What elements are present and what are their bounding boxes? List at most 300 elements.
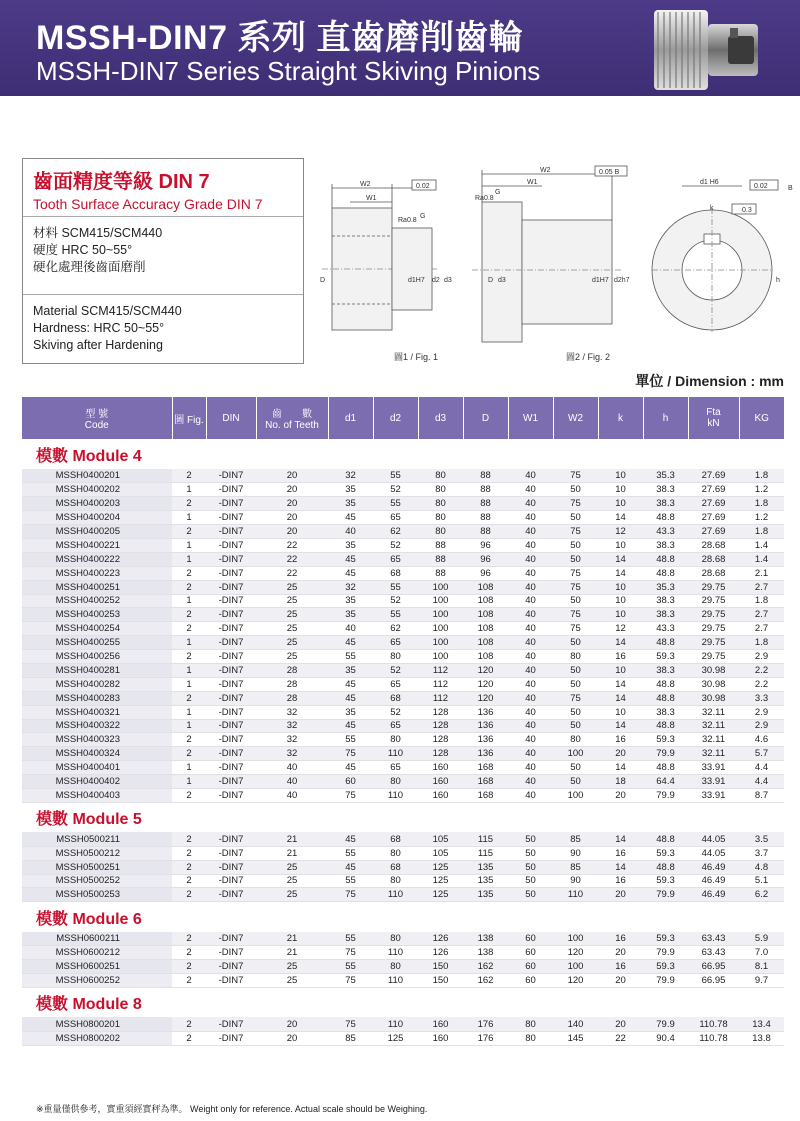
table-cell: 160 <box>418 1031 463 1045</box>
table-cell: 33.91 <box>688 788 739 802</box>
table-cell: 1.8 <box>739 525 784 539</box>
table-cell: 100 <box>553 960 598 974</box>
table-cell: 110 <box>373 946 418 960</box>
table-cell: 108 <box>463 650 508 664</box>
label-d2h7-fig2: d2h7 <box>614 277 630 284</box>
table-cell: 59.3 <box>643 846 688 860</box>
table-cell: 33.91 <box>688 775 739 789</box>
label-d3-fig1: d3 <box>444 277 452 284</box>
technical-drawings <box>312 158 792 368</box>
table-cell: 14 <box>598 719 643 733</box>
product-code-cell: MSSH0400205 <box>22 525 172 539</box>
table-cell: 14 <box>598 566 643 580</box>
spec-zh-body <box>23 217 303 295</box>
table-cell: 136 <box>463 747 508 761</box>
table-cell: 50 <box>508 832 553 846</box>
column-header <box>418 397 463 439</box>
column-header <box>508 397 553 439</box>
table-cell: 40 <box>508 497 553 511</box>
table-cell: -DIN7 <box>206 946 256 960</box>
table-cell: -DIN7 <box>206 747 256 761</box>
table-cell: 68 <box>373 832 418 846</box>
table-cell: 2 <box>172 946 206 960</box>
table-cell: 2.7 <box>739 622 784 636</box>
table-cell: 110 <box>373 1017 418 1031</box>
table-cell: 1.8 <box>739 594 784 608</box>
module-heading: 模數 Module 4 <box>36 448 142 465</box>
table-cell: 176 <box>463 1031 508 1045</box>
table-cell: 38.3 <box>643 705 688 719</box>
table-cell: 2 <box>172 566 206 580</box>
table-cell: 145 <box>553 1031 598 1045</box>
module-heading: 模數 Module 8 <box>36 996 142 1014</box>
product-code-cell: MSSH0500212 <box>22 846 172 860</box>
table-row <box>22 483 784 497</box>
table-cell: 35 <box>328 483 373 497</box>
table-cell: 5.7 <box>739 747 784 761</box>
table-cell: 85 <box>328 1031 373 1045</box>
table-cell: 38.3 <box>643 594 688 608</box>
table-cell: 2 <box>172 525 206 539</box>
table-cell: 28 <box>256 677 328 691</box>
table-cell: 125 <box>373 1031 418 1045</box>
table-row <box>22 636 784 650</box>
table-cell: 40 <box>508 663 553 677</box>
table-cell: 138 <box>463 946 508 960</box>
table-row <box>22 747 784 761</box>
fig1-caption: 圖1 / Fig. 1 <box>394 352 439 362</box>
product-code-cell: MSSH0400203 <box>22 497 172 511</box>
table-cell: 20 <box>256 469 328 483</box>
table-cell: 14 <box>598 636 643 650</box>
table-cell: 4.8 <box>739 860 784 874</box>
table-row <box>22 946 784 960</box>
table-cell: 30.98 <box>688 663 739 677</box>
column-header-label: KG <box>754 412 769 424</box>
table-cell: 110 <box>373 888 418 902</box>
table-cell: 110.78 <box>688 1031 739 1045</box>
table-cell: 40 <box>508 622 553 636</box>
product-code-cell: MSSH0600252 <box>22 974 172 988</box>
table-cell: 35.3 <box>643 580 688 594</box>
product-code-cell: MSSH0800202 <box>22 1031 172 1045</box>
table-cell: 75 <box>553 580 598 594</box>
table-row <box>22 761 784 775</box>
table-cell: -DIN7 <box>206 677 256 691</box>
table-cell: 38.3 <box>643 608 688 622</box>
table-cell: 140 <box>553 1017 598 1031</box>
label-d3-fig2: d3 <box>498 277 506 284</box>
table-cell: 55 <box>328 960 373 974</box>
table-cell: 50 <box>553 483 598 497</box>
label-d-fig1: D <box>320 277 326 284</box>
table-cell: 2.9 <box>739 705 784 719</box>
table-row <box>22 650 784 664</box>
table-row <box>22 874 784 888</box>
table-cell: 25 <box>256 974 328 988</box>
product-code-cell: MSSH0400321 <box>22 705 172 719</box>
table-cell: 168 <box>463 761 508 775</box>
table-row <box>22 719 784 733</box>
table-cell: 80 <box>418 483 463 497</box>
accuracy-title-en: Tooth Surface Accuracy Grade DIN 7 <box>33 196 263 212</box>
table-cell: 66.95 <box>688 974 739 988</box>
table-cell: 1 <box>172 511 206 525</box>
table-row <box>22 622 784 636</box>
table-cell: 50 <box>508 888 553 902</box>
table-cell: 120 <box>463 663 508 677</box>
product-code-cell: MSSH0500252 <box>22 874 172 888</box>
table-cell: 55 <box>373 580 418 594</box>
product-code-cell: MSSH0400222 <box>22 552 172 566</box>
process-zh: 硬化處理後齒面磨削 <box>33 260 146 274</box>
table-cell: 79.9 <box>643 747 688 761</box>
table-cell: 10 <box>598 663 643 677</box>
table-cell: 45 <box>328 761 373 775</box>
table-cell: 50 <box>553 552 598 566</box>
table-cell: 16 <box>598 960 643 974</box>
table-cell: 28 <box>256 663 328 677</box>
table-cell: 40 <box>508 650 553 664</box>
table-cell: 27.69 <box>688 525 739 539</box>
table-cell: 50 <box>553 538 598 552</box>
table-cell: 20 <box>256 511 328 525</box>
table-cell: 110 <box>553 888 598 902</box>
table-cell: 80 <box>373 650 418 664</box>
table-cell: 20 <box>598 888 643 902</box>
table-cell: 29.75 <box>688 580 739 594</box>
table-row <box>22 691 784 705</box>
table-cell: 40 <box>508 566 553 580</box>
table-cell: 65 <box>373 636 418 650</box>
table-cell: 40 <box>508 705 553 719</box>
table-row <box>22 775 784 789</box>
table-cell: 60 <box>328 775 373 789</box>
table-cell: 48.8 <box>643 511 688 525</box>
hardness-zh: 硬度 HRC 50~55° <box>33 243 133 257</box>
table-cell: 40 <box>328 622 373 636</box>
table-cell: 4.6 <box>739 733 784 747</box>
table-cell: 2.9 <box>739 650 784 664</box>
table-row <box>22 608 784 622</box>
table-cell: 28 <box>256 691 328 705</box>
table-cell: -DIN7 <box>206 636 256 650</box>
fig2-caption: 圖2 / Fig. 2 <box>566 352 611 362</box>
product-code-cell: MSSH0400402 <box>22 775 172 789</box>
table-cell: 65 <box>373 511 418 525</box>
label-w2-fig2: W2 <box>540 167 551 174</box>
table-cell: 28.68 <box>688 566 739 580</box>
table-cell: 33.91 <box>688 761 739 775</box>
table-cell: 50 <box>508 846 553 860</box>
table-cell: 96 <box>463 566 508 580</box>
table-cell: 112 <box>418 677 463 691</box>
table-cell: 40 <box>508 483 553 497</box>
table-cell: 38.3 <box>643 483 688 497</box>
product-code-cell: MSSH0400323 <box>22 733 172 747</box>
table-cell: 168 <box>463 775 508 789</box>
table-cell: 90.4 <box>643 1031 688 1045</box>
table-cell: 85 <box>553 860 598 874</box>
column-header-label: 型 號 <box>85 409 109 420</box>
table-cell: 1 <box>172 552 206 566</box>
table-cell: 29.75 <box>688 622 739 636</box>
table-cell: 79.9 <box>643 974 688 988</box>
table-cell: 108 <box>463 594 508 608</box>
table-cell: 59.3 <box>643 650 688 664</box>
table-cell: 2 <box>172 846 206 860</box>
table-cell: 25 <box>256 636 328 650</box>
table-cell: 1 <box>172 761 206 775</box>
table-cell: 1 <box>172 677 206 691</box>
table-cell: 8.7 <box>739 788 784 802</box>
table-cell: 68 <box>373 860 418 874</box>
table-cell: 75 <box>553 622 598 636</box>
table-cell: 88 <box>418 552 463 566</box>
table-cell: 2 <box>172 497 206 511</box>
table-cell: 88 <box>418 538 463 552</box>
module-heading-row <box>22 987 784 1017</box>
table-cell: 50 <box>553 705 598 719</box>
page-title-en: MSSH-DIN7 Series Straight Skiving Pinions <box>36 56 541 86</box>
table-cell: 3.3 <box>739 691 784 705</box>
table-cell: 35 <box>328 594 373 608</box>
table-cell: 38.3 <box>643 497 688 511</box>
table-cell: 2 <box>172 832 206 846</box>
table-cell: 38.3 <box>643 538 688 552</box>
table-cell: 52 <box>373 663 418 677</box>
column-header-sublabel: No. of Teeth <box>265 420 319 431</box>
column-header-label: D <box>481 412 490 424</box>
column-header-label: W2 <box>568 412 583 424</box>
label-w1-fig2: W1 <box>527 179 538 186</box>
table-row <box>22 705 784 719</box>
table-cell: 105 <box>418 832 463 846</box>
column-header-label: Fta <box>706 407 721 418</box>
table-cell: 126 <box>418 946 463 960</box>
table-cell: 55 <box>373 497 418 511</box>
table-cell: 55 <box>373 608 418 622</box>
table-cell: 52 <box>373 705 418 719</box>
table-row <box>22 860 784 874</box>
table-cell: 65 <box>373 719 418 733</box>
table-cell: 150 <box>418 974 463 988</box>
table-cell: 35 <box>328 663 373 677</box>
table-cell: 8.1 <box>739 960 784 974</box>
table-cell: 16 <box>598 932 643 946</box>
column-header <box>463 397 508 439</box>
column-header <box>553 397 598 439</box>
table-cell: 80 <box>508 1031 553 1045</box>
table-cell: 50 <box>508 860 553 874</box>
table-cell: 2 <box>172 622 206 636</box>
table-cell: 80 <box>418 497 463 511</box>
table-cell: 1 <box>172 719 206 733</box>
table-cell: 59.3 <box>643 874 688 888</box>
table-row <box>22 846 784 860</box>
table-cell: 40 <box>508 747 553 761</box>
table-cell: 18 <box>598 775 643 789</box>
table-cell: 55 <box>373 469 418 483</box>
column-header-label: DIN <box>222 412 240 424</box>
label-g-fig1: G <box>420 213 426 220</box>
table-cell: 55 <box>328 733 373 747</box>
table-cell: -DIN7 <box>206 832 256 846</box>
column-header <box>206 397 256 439</box>
table-cell: 48.8 <box>643 691 688 705</box>
table-header <box>22 397 784 439</box>
table-cell: 112 <box>418 663 463 677</box>
spec-en-body <box>23 295 303 362</box>
table-cell: 2.2 <box>739 663 784 677</box>
table-cell: 100 <box>418 622 463 636</box>
table-cell: 21 <box>256 832 328 846</box>
table-cell: 2.1 <box>739 566 784 580</box>
table-cell: 2 <box>172 747 206 761</box>
table-row <box>22 580 784 594</box>
table-cell: 40 <box>256 775 328 789</box>
table-cell: 96 <box>463 552 508 566</box>
table-cell: 2 <box>172 580 206 594</box>
table-cell: 75 <box>328 788 373 802</box>
table-row <box>22 960 784 974</box>
table-cell: 27.69 <box>688 469 739 483</box>
table-cell: 20 <box>256 525 328 539</box>
table-cell: 35 <box>328 608 373 622</box>
table-cell: 55 <box>328 650 373 664</box>
table-cell: 52 <box>373 538 418 552</box>
table-cell: 10 <box>598 497 643 511</box>
table-cell: 20 <box>256 1031 328 1045</box>
table-cell: 14 <box>598 761 643 775</box>
product-code-cell: MSSH0500253 <box>22 888 172 902</box>
table-cell: 88 <box>463 511 508 525</box>
table-cell: 14 <box>598 832 643 846</box>
table-cell: 29.75 <box>688 594 739 608</box>
table-cell: 16 <box>598 874 643 888</box>
module-heading: 模數 Module 5 <box>36 811 142 829</box>
table-cell: 75 <box>553 469 598 483</box>
table-cell: 79.9 <box>643 788 688 802</box>
table-row <box>22 1017 784 1031</box>
table-cell: 75 <box>328 1017 373 1031</box>
table-cell: 1 <box>172 538 206 552</box>
table-cell: 20 <box>598 1017 643 1031</box>
product-code-cell: MSSH0400223 <box>22 566 172 580</box>
column-header-label: 齒 數 <box>272 409 312 420</box>
table-cell: 9.7 <box>739 974 784 988</box>
table-cell: 110 <box>373 788 418 802</box>
table-cell: 40 <box>508 608 553 622</box>
table-cell: 60 <box>508 946 553 960</box>
product-code-cell: MSSH0600211 <box>22 932 172 946</box>
table-cell: 75 <box>328 974 373 988</box>
label-ra-fig1: Ra0.8 <box>398 217 417 224</box>
table-cell: 48.8 <box>643 860 688 874</box>
table-cell: 27.69 <box>688 483 739 497</box>
table-cell: 62 <box>373 622 418 636</box>
table-cell: 75 <box>328 946 373 960</box>
product-code-cell: MSSH0400322 <box>22 719 172 733</box>
table-cell: -DIN7 <box>206 974 256 988</box>
label-tol-fig1: 0.02 <box>416 183 430 190</box>
table-cell: 25 <box>256 650 328 664</box>
table-cell: 108 <box>463 608 508 622</box>
table-cell: 40 <box>508 511 553 525</box>
table-cell: -DIN7 <box>206 594 256 608</box>
table-cell: 50 <box>553 775 598 789</box>
table-cell: 12 <box>598 622 643 636</box>
table-cell: 22 <box>256 566 328 580</box>
table-cell: 1.8 <box>739 636 784 650</box>
table-cell: 63.43 <box>688 932 739 946</box>
table-cell: 35 <box>328 705 373 719</box>
table-cell: 88 <box>463 483 508 497</box>
table-cell: -DIN7 <box>206 469 256 483</box>
table-cell: 40 <box>508 538 553 552</box>
table-cell: 1.4 <box>739 538 784 552</box>
table-cell: 88 <box>463 525 508 539</box>
table-cell: 32.11 <box>688 733 739 747</box>
table-cell: 35 <box>328 538 373 552</box>
table-cell: 88 <box>463 497 508 511</box>
table-cell: 50 <box>553 719 598 733</box>
table-cell: 40 <box>508 594 553 608</box>
product-code-cell: MSSH0400252 <box>22 594 172 608</box>
table-cell: 4.4 <box>739 761 784 775</box>
table-cell: 50 <box>553 663 598 677</box>
table-cell: 10 <box>598 608 643 622</box>
table-cell: 21 <box>256 846 328 860</box>
table-cell: 88 <box>418 566 463 580</box>
table-cell: 14 <box>598 860 643 874</box>
accuracy-title-zh: 齒面精度等級 DIN 7 <box>33 171 210 193</box>
label-tol-fig2: 0.05 B <box>599 169 620 176</box>
spec-box-header <box>23 159 303 217</box>
table-cell: 1.2 <box>739 483 784 497</box>
table-cell: 14 <box>598 511 643 525</box>
table-cell: 75 <box>553 566 598 580</box>
table-cell: 120 <box>553 974 598 988</box>
table-cell: 20 <box>598 788 643 802</box>
column-header-sublabel: Code <box>84 420 109 431</box>
module-heading: 模數 Module 6 <box>36 910 142 928</box>
table-cell: 40 <box>508 733 553 747</box>
product-code-cell: MSSH0400256 <box>22 650 172 664</box>
column-header <box>328 397 373 439</box>
table-cell: 100 <box>553 788 598 802</box>
table-cell: 21 <box>256 932 328 946</box>
table-cell: 120 <box>463 691 508 705</box>
table-cell: 2 <box>172 733 206 747</box>
table-cell: 125 <box>418 860 463 874</box>
table-cell: 75 <box>328 747 373 761</box>
table-row <box>22 663 784 677</box>
column-header-sublabel: kN <box>707 418 720 429</box>
table-cell: 110.78 <box>688 1017 739 1031</box>
table-cell: 43.3 <box>643 622 688 636</box>
table-cell: 80 <box>418 525 463 539</box>
table-cell: 126 <box>418 932 463 946</box>
page-title-zh: MSSH-DIN7 系列 直齒磨削齒輪 <box>36 19 524 57</box>
table-cell: 59.3 <box>643 932 688 946</box>
table-cell: 1 <box>172 775 206 789</box>
table-cell: 25 <box>256 960 328 974</box>
table-cell: 10 <box>598 594 643 608</box>
table-cell: -DIN7 <box>206 775 256 789</box>
table-cell: 85 <box>553 832 598 846</box>
table-cell: 35 <box>328 497 373 511</box>
